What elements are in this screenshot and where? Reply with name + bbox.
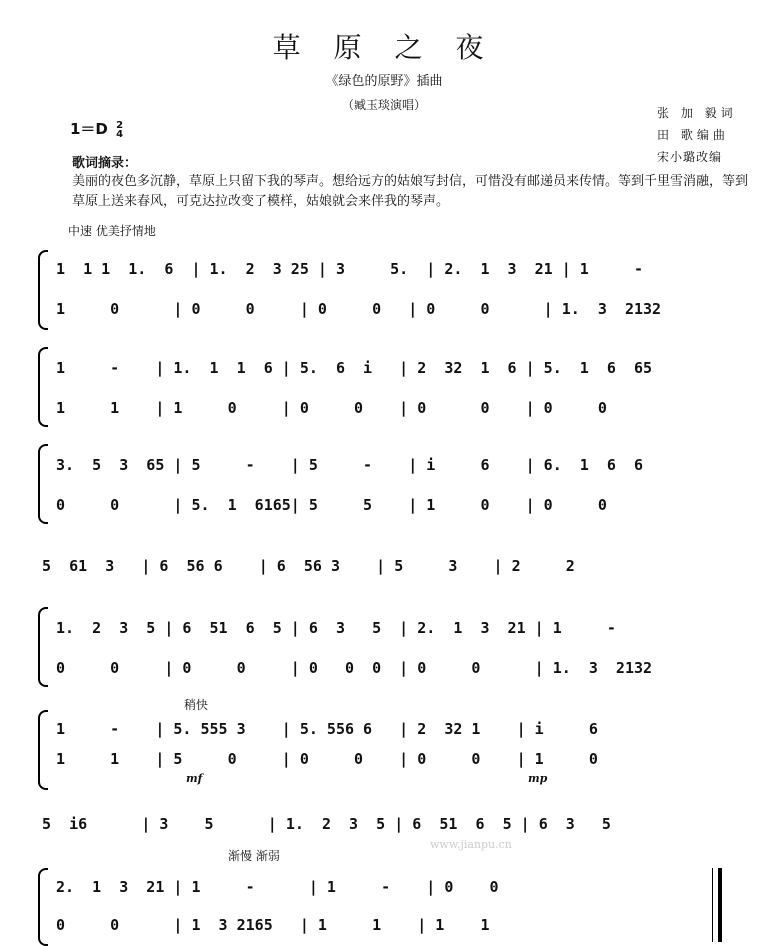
tempo-marking-3: 渐慢 渐弱 (228, 849, 280, 863)
key-label: 1＝D (70, 120, 108, 138)
lyricist-credit: 张 加 毅词 (657, 106, 737, 120)
system-brace (38, 250, 48, 330)
upper-staff: 3. 5 3 65 | 5 - | 5 - | i 6 | 6. 1 6 6 (56, 456, 643, 474)
tempo-marking-2: 稍快 (184, 698, 209, 712)
upper-staff: 1. 2 3 5 | 6 51 6 5 | 6 3 5 | 2. 1 3 21 | 1 - (56, 619, 616, 637)
arranger-credit: 宋小璐改编 (657, 150, 723, 164)
composer-credit: 田 歌编曲 (657, 128, 729, 142)
score-system-5 (38, 605, 738, 685)
score-system-1 (38, 248, 738, 328)
upper-staff: 5 61 3 | 6 56 6 | 6 56 3 | 5 3 | 2 2 (42, 557, 575, 575)
score-system-4 (38, 545, 738, 585)
lower-staff: 1 1 | 1 0 | 0 0 | 0 0 | 0 0 (56, 399, 607, 417)
system-brace (38, 444, 48, 524)
final-barline-thick (718, 868, 722, 942)
upper-staff: 1 - | 5. 555 3 | 5. 556 6 | 2 32 1 | i 6 (56, 720, 598, 738)
system-brace (38, 868, 48, 946)
lower-staff: 1 1 | 5 0 | 0 0 | 0 0 | 1 0 (56, 750, 598, 768)
system-brace (38, 607, 48, 687)
watermark: www.jianpu.cn (430, 838, 512, 851)
lyric-heading: 歌词摘录： (72, 156, 138, 171)
dynamic-mp: mp (528, 772, 548, 785)
meter-top: 2 (116, 119, 124, 131)
score-system-6 (38, 708, 738, 788)
upper-staff: 1 1 1 1. 6 | 1. 2 3 25 | 3 5. | 2. 1 3 21 | 1 - (56, 260, 643, 278)
lower-staff: 1 0 | 0 0 | 0 0 | 0 0 | 1. 3 2132 (56, 300, 662, 318)
lyric-text: 美丽的夜色多沉静，草原上只留下我的琴声。想给远方的姑娘写封信，可惜没有邮递员来传情。等到千里雪消融，等到草原上送来春风，可克达拉改变了模样，姑娘就会来伴我的琴声。 (72, 174, 749, 209)
score-system-2 (38, 345, 738, 425)
lower-staff: 0 0 | 0 0 | 0 0 0 | 0 0 | 1. 3 2132 (56, 659, 653, 677)
score-subtitle: 《绿色的原野》插曲 (325, 74, 443, 89)
dynamic-mf: mf (186, 772, 203, 785)
lower-staff: 0 0 | 1 3 2165 | 1 1 | 1 1 (56, 916, 490, 934)
system-brace (38, 710, 48, 790)
score-system-8 (38, 866, 738, 942)
score-system-3 (38, 442, 738, 522)
tempo-marking-1: 中速 优美抒情地 (68, 224, 156, 238)
score-system-7 (38, 805, 738, 845)
upper-staff: 5 i6 | 3 5 | 1. 2 3 5 | 6 51 6 5 | 6 3 5 (42, 815, 611, 833)
system-brace (38, 347, 48, 427)
time-signature (116, 121, 123, 139)
singer-credit: （臧玉琰演唱） (341, 98, 426, 112)
score-title: 草 原 之 夜 (272, 31, 496, 64)
key-signature (70, 118, 123, 139)
upper-staff: 1 - | 1. 1 1 6 | 5. 6 i | 2 32 1 6 | 5. 1 6 65 (56, 359, 653, 377)
lower-staff: 0 0 | 5. 1 6165| 5 5 | 1 0 | 0 0 (56, 496, 607, 514)
meter-bottom: 4 (116, 128, 124, 140)
upper-staff: 2. 1 3 21 | 1 - | 1 - | 0 0 (56, 878, 499, 896)
final-barline-thin (712, 868, 713, 942)
